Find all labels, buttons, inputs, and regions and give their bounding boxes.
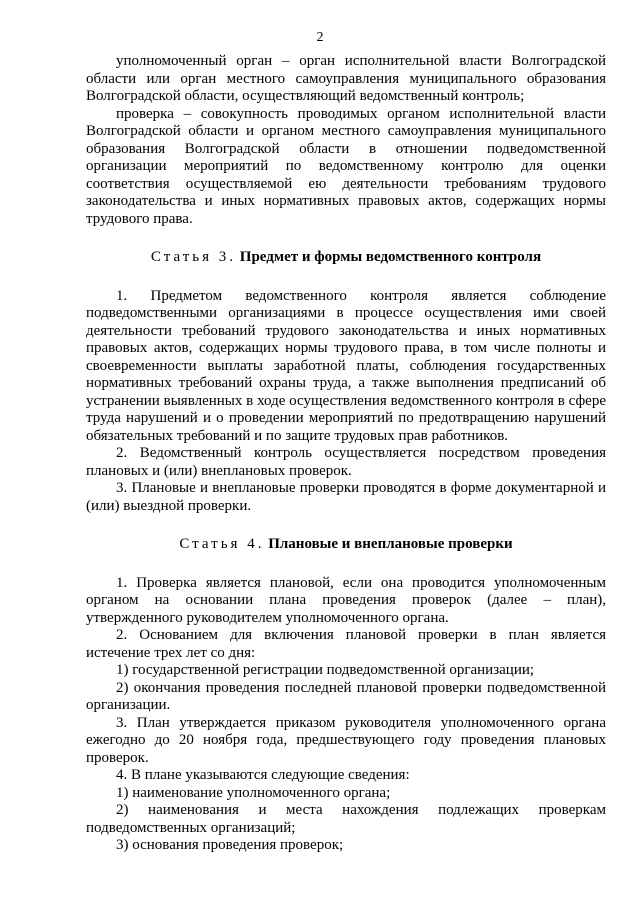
article-4-list-item: 2) наименования и места нахождения подлежащих проверкам подведомственных организаций; bbox=[86, 802, 606, 836]
page-number: 2 bbox=[316, 30, 324, 45]
article-3-paragraph: 2. Ведомственный контроль осуществляется посредством проведения плановых и (или) внеплановых проверок. bbox=[86, 445, 606, 479]
article-3-heading bbox=[86, 249, 606, 267]
document-body bbox=[86, 53, 606, 855]
article-4-heading bbox=[86, 536, 606, 554]
article-4-paragraph: 3. План утверждается приказом руководителя уполномоченного органа ежегодно до 20 ноября года, предшествующего году проведения плановых проверок. bbox=[86, 714, 606, 766]
article-3-paragraph: 1. Предметом ведомственного контроля является соблюдение подведомственными организациями в процессе осуществления ими своей деятельности требований трудового законодательства и иных нормативных правовых актов, содержащих нормы трудового права, в том числе полноты и своевременности выплаты заработной платы, соблюдения государственных нормативных требований охраны труда, а также выполнения предписаний об устранении выявленных в ходе осуществления ведомственного контроля в сфере труда нарушений и о проведении мероприятий по предотвращению нарушений обязательных требований и по защите трудовых прав работников. bbox=[86, 287, 606, 444]
article-4-paragraph: 2. Основанием для включения плановой проверки в план является истечение трех лет со дня: bbox=[86, 627, 606, 661]
definition-paragraph: проверка – совокупность проводимых органом исполнительной власти Волгоградской области и органом местного самоуправления муниципального образования Волгоградской области в отношении подведомственной организации мероприятий по ведомственному контролю для оценки соответствия осуществляемой ею деятельности требованиям трудового законодательства и иных нормативных правовых актов, содержащих нормы трудового права. bbox=[86, 105, 606, 227]
article-4-list-item: 2) окончания проведения последней плановой проверки подведомственной организации. bbox=[86, 679, 606, 713]
article-4-paragraph: 1. Проверка является плановой, если она проводится уполномоченным органом на основании плана проведения проверок (далее – план), утвержденного руководителем уполномоченного органа. bbox=[86, 574, 606, 626]
article-4-label: Статья 4. bbox=[179, 536, 265, 552]
definition-paragraph: уполномоченный орган – орган исполнительной власти Волгоградской области или орган местного самоуправления муниципального образования Волгоградской области, осуществляющий ведомственный контроль; bbox=[86, 53, 606, 104]
article-3-label: Статья 3. bbox=[150, 249, 237, 265]
article-4-list-item: 1) государственной регистрации подведомственной организации; bbox=[116, 662, 535, 678]
article-4-list-item: 1) наименование уполномоченного органа; bbox=[116, 784, 391, 801]
article-4-list-item: 3) основания проведения проверок; bbox=[116, 837, 344, 853]
article-3-title: Предмет и формы ведомственного контроля bbox=[239, 249, 542, 265]
article-3-paragraph: 3. Плановые и внеплановые проверки проводятся в форме документарной и (или) выездной проверки. bbox=[86, 480, 606, 514]
article-4-title: Плановые и внеплановые проверки bbox=[268, 536, 513, 552]
article-4-paragraph: 4. В плане указываются следующие сведения: bbox=[116, 767, 410, 783]
